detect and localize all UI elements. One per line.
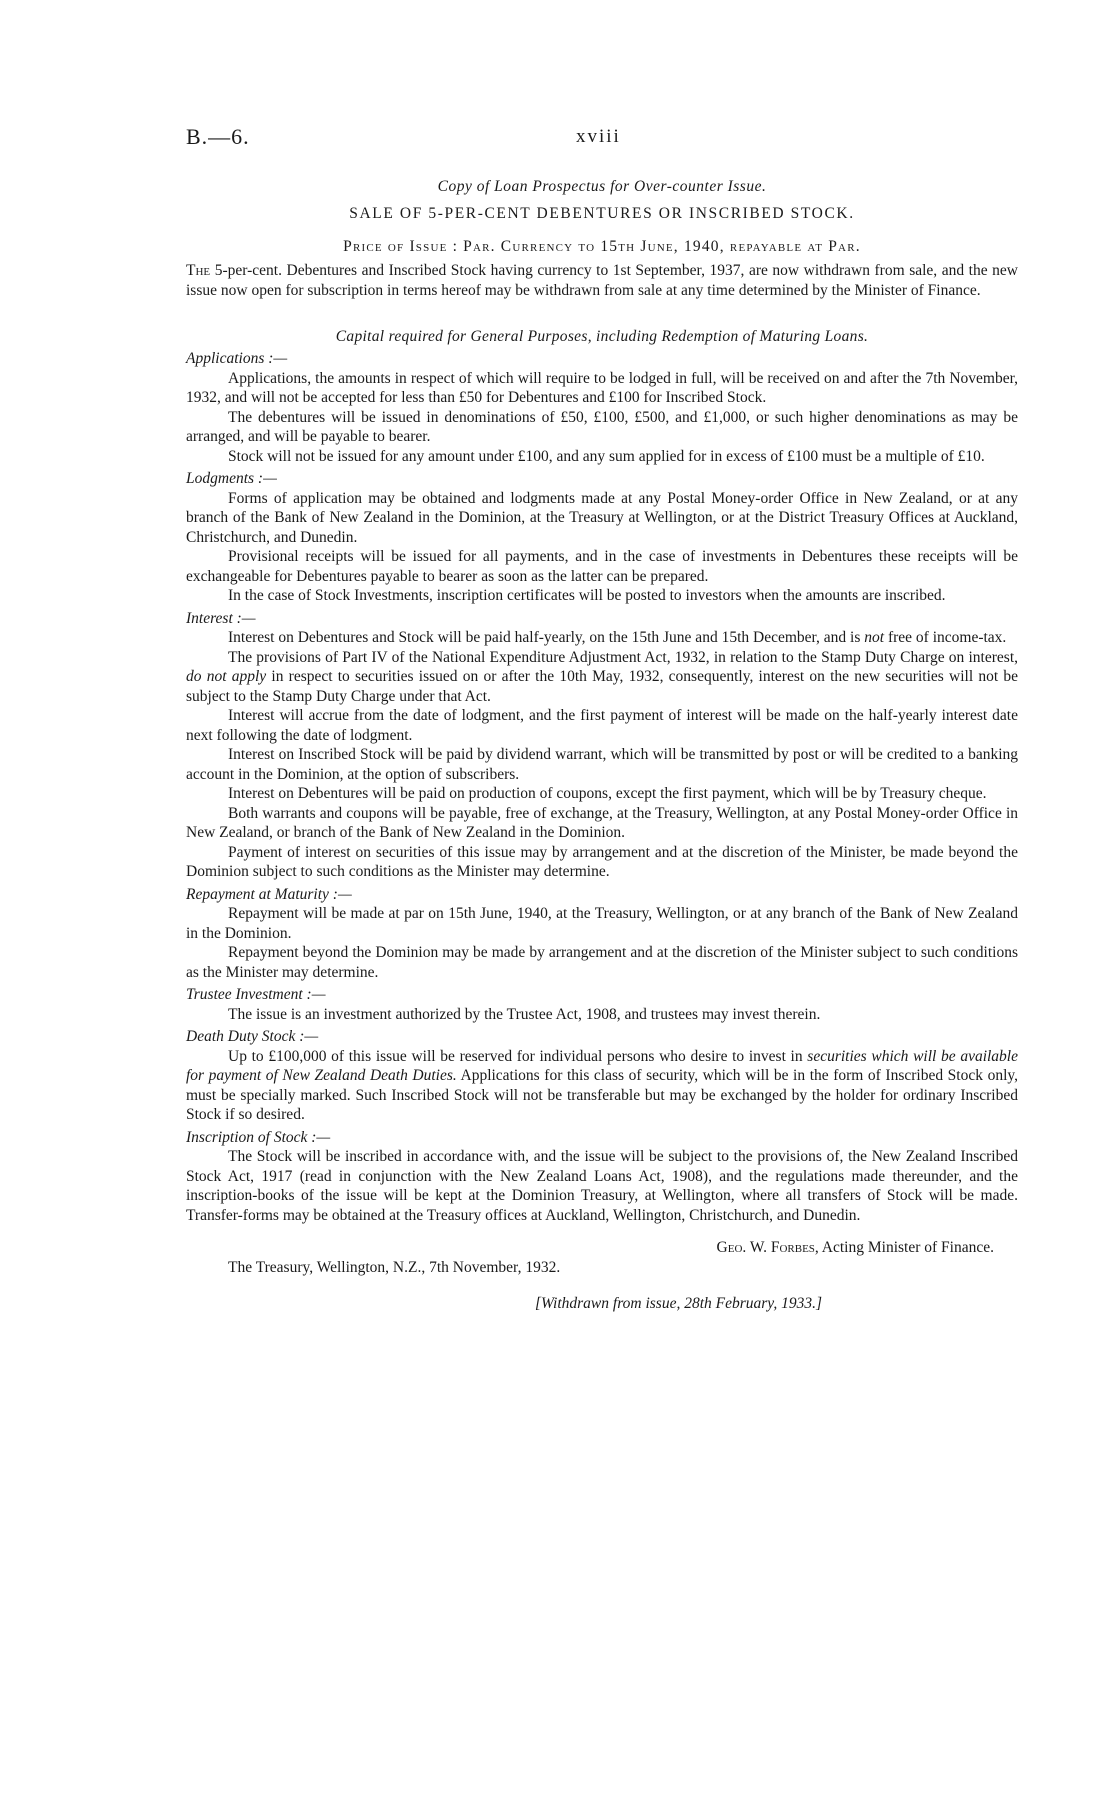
price-line: Price of Issue : Par. Currency to 15th June, 1940, repayable at Par. bbox=[343, 238, 861, 255]
inscription-heading: Inscription of Stock :— bbox=[186, 1128, 331, 1146]
page-header bbox=[186, 124, 1004, 154]
lodgments-heading: Lodgments :— bbox=[186, 470, 277, 487]
paragraph bbox=[186, 648, 1018, 707]
signatory-name: Geo. W. Forbes bbox=[716, 1239, 815, 1256]
section-subtitle: Capital required for General Purposes, including Redemption of Maturing Loans. bbox=[335, 328, 869, 345]
signature bbox=[186, 1239, 1018, 1257]
copy-line: Copy of Loan Prospectus for Over-counter Issue. bbox=[437, 178, 767, 195]
text-run: Applications for this class of security, which will be in the form of Inscribed Stock only, must be specially marked. Such Inscribed Stock will not be transferable but may be exchanged by the holder for ordinary Inscribed Stock if so desired. bbox=[186, 1067, 1018, 1123]
paragraph bbox=[186, 628, 1018, 648]
intro-lead: The bbox=[186, 262, 211, 279]
withdrawn-note: [Withdrawn from issue, 28th February, 1933.] bbox=[534, 1295, 822, 1312]
paragraph: Repayment will be made at par on 15th June, 1940, at the Treasury, Wellington, or at any branch of the Bank of New Zealand in the Dominion. bbox=[186, 905, 1018, 942]
paragraph: Provisional receipts will be issued for all payments, and in the case of investments in Debentures these receipts will be exchangeable for Debentures payable to bearer as soon as the latter can be prepared. bbox=[186, 548, 1018, 585]
applications-heading: Applications :— bbox=[186, 350, 288, 367]
document-title: SALE OF 5-PER-CENT DEBENTURES OR INSCRIBED STOCK. bbox=[349, 205, 855, 222]
paragraph: The issue is an investment authorized by the Trustee Act, 1908, and trustees may invest therein. bbox=[228, 1005, 821, 1023]
paragraph: Interest on Inscribed Stock will be paid by dividend warrant, which will be transmitted by post or will be credited to a banking account in the Dominion, at the option of subscribers. bbox=[186, 746, 1018, 783]
page-number: xviii bbox=[576, 126, 621, 147]
paragraph: In the case of Stock Investments, inscription certificates will be posted to investors when the amounts are inscribed. bbox=[228, 587, 946, 604]
paragraph: Applications, the amounts in respect of which will require to be lodged in full, will be received on and after the 7th November, 1932, and will not be accepted for less than £50 for Debentures and £100 for Inscribed Stock. bbox=[186, 369, 1018, 406]
paragraph: Payment of interest on securities of this issue may by arrangement and at the discretion of the Minister, be made beyond the Dominion subject to such conditions as the Minister may determine. bbox=[186, 843, 1018, 880]
signatory-title: , Acting Minister of Finance. bbox=[814, 1239, 994, 1256]
page-reference: B.—6. bbox=[186, 124, 250, 149]
text-run: Up to £100,000 of this issue will be reserved for individual persons who desire to invest in bbox=[228, 1047, 808, 1065]
intro-text: 5-per-cent. Debentures and Inscribed Stock having currency to 1st September, 1937, are now withdrawn from sale, and the new issue now open for subscription in terms hereof may be withdrawn from sale at any time determined by the Minister of Finance. bbox=[186, 262, 1018, 299]
text-run: Interest on Debentures and Stock will be paid half-yearly, on the 15th June and 15th December, and is bbox=[228, 629, 865, 646]
paragraph: Both warrants and coupons will be payable, free of exchange, at the Treasury, Wellington, at any Postal Money-order Office in New Zealand, or branch of the Bank of New Zealand in the Dominion. bbox=[186, 804, 1018, 841]
paragraph: Repayment beyond the Dominion may be made by arrangement and at the discretion of the Minister subject to such conditions as the Minister may determine. bbox=[186, 944, 1018, 981]
intro-paragraph bbox=[186, 261, 1018, 300]
interest-heading: Interest :— bbox=[186, 609, 256, 627]
death-duty-heading: Death Duty Stock :— bbox=[186, 1028, 319, 1045]
prospectus-body bbox=[186, 172, 1018, 1313]
emphasis: do not apply bbox=[186, 668, 267, 685]
paragraph bbox=[186, 1047, 1018, 1125]
trustee-heading: Trustee Investment :— bbox=[186, 986, 326, 1003]
paragraph: Forms of application may be obtained and lodgments made at any Postal Money-order Office in New Zealand, or at any branch of the Bank of New Zealand in the Dominion, at the Treasury at Wellington, or at the District Treasury Offices at Auckland, Christchurch, and Dunedin. bbox=[186, 489, 1018, 546]
paragraph: Interest on Debentures will be paid on production of coupons, except the first payment, which will be by Treasury cheque. bbox=[228, 785, 987, 802]
paragraph: The debentures will be issued in denominations of £50, £100, £500, and £1,000, or such higher denominations as may be arranged, and will be payable to bearer. bbox=[186, 408, 1018, 445]
paragraph: Stock will not be issued for any amount under £100, and any sum applied for in excess of £100 must be a multiple of £10. bbox=[228, 447, 985, 465]
paragraph: The Stock will be inscribed in accordance with, and the issue will be subject to the provisions of, the New Zealand Inscribed Stock Act, 1917 (read in conjunction with the New Zealand Loans Act, 1908), and the regulations made thereunder, and the inscription-books of the issue will be kept at the Dominion Treasury, at Wellington, where all transfers of Stock will be made. Transfer-forms may be obtained at the Treasury offices at Auckland, Wellington, Christchurch, and Dunedin. bbox=[186, 1148, 1018, 1224]
text-run: in respect to securities issued on or after the 10th May, 1932, consequently, interest on the new securities will not be subject to the Stamp Duty Charge under that Act. bbox=[186, 668, 1018, 705]
repayment-heading: Repayment at Maturity :— bbox=[186, 885, 352, 903]
paragraph: Interest will accrue from the date of lodgment, and the first payment of interest will be made on the half-yearly interest date next following the date of lodgment. bbox=[186, 707, 1018, 744]
text-run: free of income-tax. bbox=[884, 629, 1007, 646]
place-date: The Treasury, Wellington, N.Z., 7th November, 1932. bbox=[228, 1259, 561, 1276]
emphasis: not bbox=[864, 629, 885, 646]
emphasis: securities which will be available for payment of New Zealand Death Duties. bbox=[186, 1047, 1018, 1084]
text-run: The provisions of Part IV of the National Expenditure Adjustment Act, 1932, in relation to the Stamp Duty Charge on interest, bbox=[228, 648, 1018, 666]
